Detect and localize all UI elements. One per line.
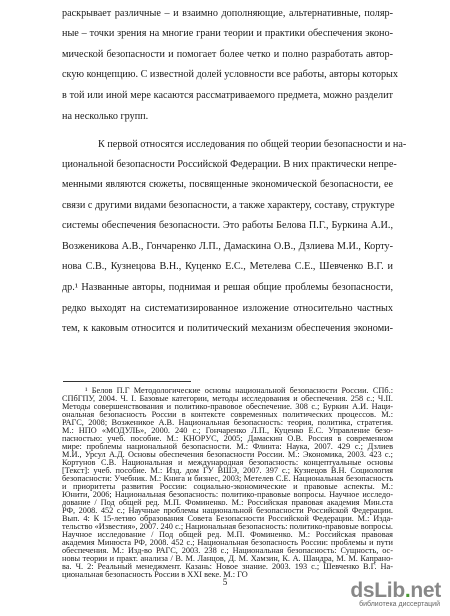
page-number: 5 bbox=[222, 577, 228, 587]
watermark-logo[interactable] bbox=[319, 580, 441, 610]
footnote-line: циональная безопасность России в XXI веке. М.: ГО bbox=[62, 570, 248, 579]
footnote-line: ва. Ч. 2: Реальный менеджмент. Казань: Новое знание. 2003. 193 с.; Шевченко В.Г. На- bbox=[62, 562, 393, 571]
watermark-tagline: библиотека диссертаций bbox=[359, 601, 440, 608]
footnote-separator bbox=[63, 381, 191, 382]
footnote-line: Вып. 4: К 15-летию образования Совета Безопасности Российской Федерации. М.: Изда- bbox=[62, 514, 393, 523]
watermark-brand: dsLib.net bbox=[350, 579, 441, 602]
footnote-line: тельство «Известия», 2007. 240 с.; Национальная безопасность: политико-правовые вопросы. bbox=[62, 522, 393, 531]
body-line: тем, к каковым относится и политический механизм обеспечения экономи- bbox=[62, 323, 393, 334]
body-line: мической безопасности и помогает более четко и полно разработать автор- bbox=[62, 49, 393, 60]
footnote-line: Методы совершенствования и политико-правовое обеспечение. 308 с.; Буркин А.И. Наци- bbox=[62, 402, 393, 411]
footnote-line: Кортунов С.В. Национальная и международная безопасность: концептуальные основы bbox=[62, 458, 393, 467]
footnote-line: и приоритеты развития России: социально-экономические и правовые аспекты. М.: bbox=[62, 482, 393, 491]
body-line: скую концепцию. С известной долей условности все работы, авторы которых bbox=[62, 69, 398, 80]
footnote-line: безопасности: Учебник. М.: Книга и бизнес, 2003; Метелев С.Е. Национальная безопасность bbox=[62, 474, 393, 483]
body-line: нова С.В., Кузнецова В.Н., Куценко Е.С., Метелева С.Е., Шевченко В.Г. и bbox=[62, 261, 393, 272]
footnote-line: Научное исследование / Под общей ред. М.П. Фоминенко. М.: Российская правовая bbox=[62, 530, 393, 539]
body-line: др.¹ Названные авторы, поднимая и решая общие проблемы безопасности, bbox=[62, 282, 393, 293]
body-line: менными являются сюжеты, посвященные экономической безопасности, ее bbox=[62, 179, 393, 190]
body-line: ные – точки зрения на многие грани теории и практики обеспечения эконо- bbox=[62, 28, 393, 39]
footnote-line: академия Минюста РФ, 2008. 452 с.; Национальная безопасность России: проблемы и пути bbox=[62, 538, 393, 547]
footnote-line: ональная безопасность России в контексте современных политических процессов. М.: bbox=[62, 410, 393, 419]
footnote-line: РАГС, 2008; Возженикое А.В. Национальная безопасность: теория, политика, стратегия. bbox=[62, 418, 393, 427]
body-line: циональной безопасности Российской Федерации. В них практически непре- bbox=[62, 159, 397, 170]
body-line: редко выходят на систематизированное изложение относительно частных bbox=[62, 303, 393, 314]
footnote-line: ¹ Белов П.Г Методологические основы национальной безопасности России. СПб.: bbox=[85, 386, 393, 395]
footnote-line: М.: НПО «МОДУЛЬ», 2000. 240 с.; Гончаренко Л.П., Куценко Е.С. Управление безо- bbox=[62, 426, 393, 435]
body-line: К первой относятся исследования по общей теории безопасности и на- bbox=[98, 139, 407, 150]
body-line: связи с другими видами безопасности, а также характеру, составу, структуре bbox=[62, 200, 395, 211]
footnote-line: РФ, 2008. 452 с.; Научные проблемы национальной безопасности Российской Федерации. bbox=[62, 506, 393, 515]
body-line: раскрывает различные – и взаимно дополняющие, альтернативные, поляр- bbox=[62, 8, 393, 19]
footnote-line: дование / Под общей ред. М.П. Фоминенко. М.: Российская правовая академия Мин.ста bbox=[62, 498, 393, 507]
footnote-line: СПбГПУ, 2004. Ч. I. Базовые категории, методы исследования и обеспечения. 258 с.; Ч.II. bbox=[62, 394, 393, 403]
footnote-line: [Текст]: учеб. пособие. М.: Изд. дом ГУ ВШЭ, 2007. 397 с.; Кузнецов В.Н. Социология bbox=[62, 466, 393, 475]
footnote-line: М.И., Урсул А.Д. Основы обеспечения безопасности России. М.: Экономика, 2003. 423 с.; bbox=[62, 450, 393, 459]
footnote-line: мире: проблемы национальной безопасности. М.: Флинта: Наука, 2007. 429 с.; Дзлиев bbox=[62, 442, 393, 451]
footnote-line: пасностью: учеб. пособие. М.: КНОРУС, 2005; Дамаскин О.В. Россия в современном bbox=[62, 434, 393, 443]
body-line: Возженикова А.В., Гончаренко Л.П., Дамаскина О.В., Дзлиева М.И., Корту- bbox=[62, 241, 393, 252]
body-line: на несколько групп. bbox=[62, 111, 149, 122]
footnote-line: новы теории и практ. анализа / В. М. Ланцов, Д. М. Хамзин, К. А. Шандра, М. М. Капрано- bbox=[62, 554, 393, 563]
footnote-line: обеспечения. М.: Изд-во РАГС, 2003. 238 с.; Национальная безопасность: Сущность, ос- bbox=[62, 546, 393, 555]
body-line: в той или иной мере касаются рассматриваемого предмета, можно разделит bbox=[62, 90, 393, 101]
body-line: системы обеспечения безопасности. Это работы Белова П.Г., Буркина А.И., bbox=[62, 220, 393, 231]
footnote-line: Юнити, 2006; Национальная безопасность: политико-правовые вопросы. Научное исследо- bbox=[62, 490, 393, 499]
